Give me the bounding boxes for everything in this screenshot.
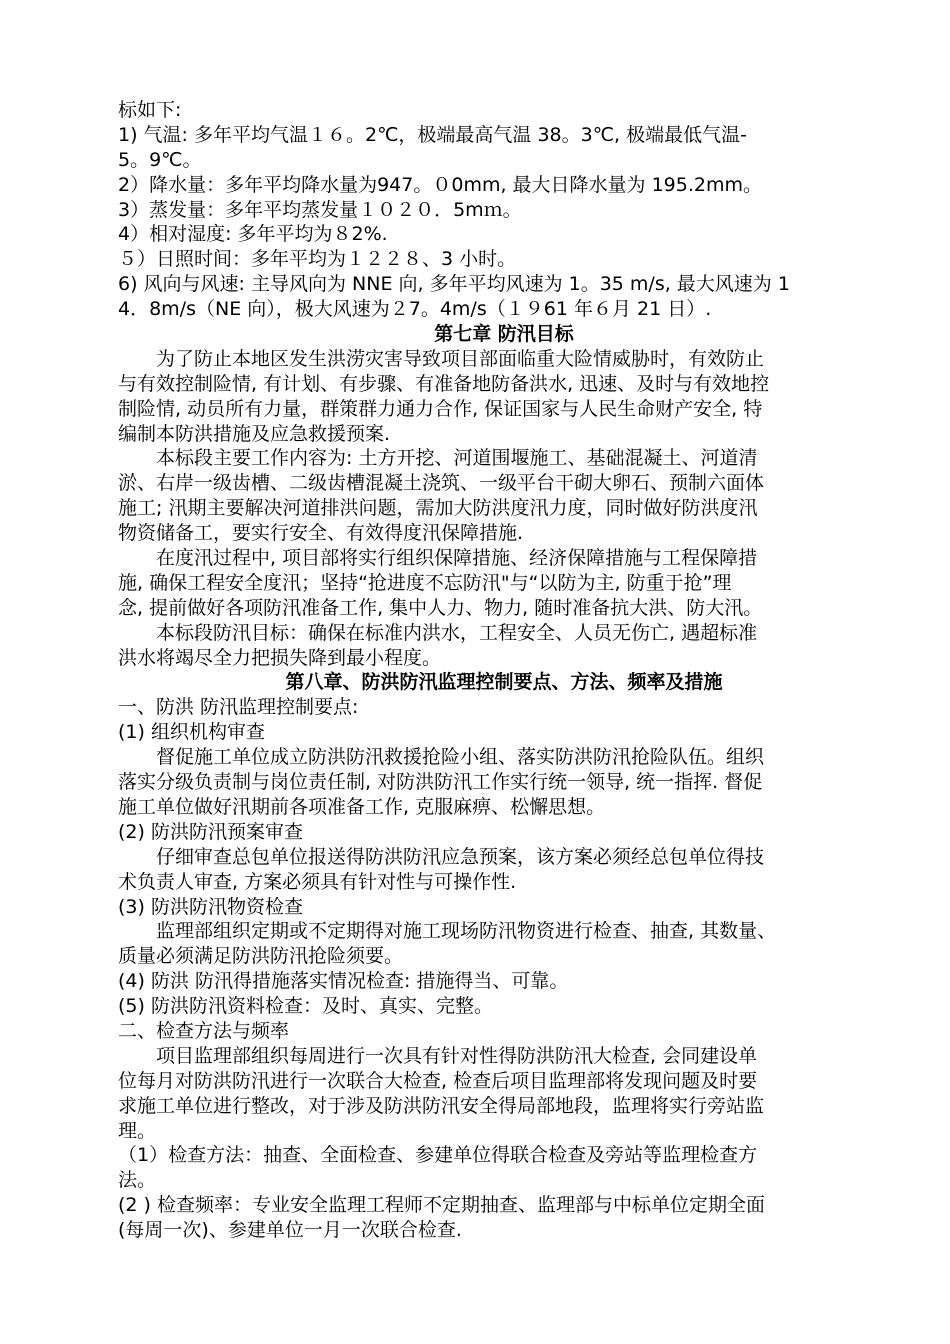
text-line: 仔细审查总包单位报送得防洪防汛应急预案，该方案必须经总包单位得技: [118, 845, 765, 868]
text-line: (1) 组织机构审查: [118, 721, 265, 744]
text-line: 法。: [118, 1169, 157, 1192]
text-line: 5。9℃。: [118, 148, 202, 171]
text-line: 6) 风向与风速: 主导风向为 NNE 向, 多年平均风速为 1。35 m/s, 最大风速为 1: [118, 273, 790, 296]
text-line: 念, 提前做好各项防汛准备工作, 集中人力、物力, 随时准备抗大洪、防大汛。: [118, 596, 763, 619]
climate-section: [118, 98, 890, 322]
text-line: 4）相对湿度: 多年平均为８2%.: [118, 223, 388, 246]
text-line: 洪水将竭尽全力把损失降到最小程度。: [118, 646, 442, 669]
text-line: 1) 气温: 多年平均气温１６。2℃，极端最高气温 38。3℃, 极端最低气温-: [118, 123, 747, 146]
text-line: 理。: [118, 1119, 157, 1142]
text-line: 施工; 汛期主要解决河道排洪问题，需加大防洪度汛力度，同时做好防洪度汛: [118, 497, 758, 520]
text-line: 监理部组织定期或不定期得对施工现场防汛物资进行检查、抽查, 其数量、: [118, 920, 777, 943]
chapter-7-section: [118, 322, 890, 670]
chapter-8-section: [118, 670, 890, 1242]
text-line: (2) 防洪防汛预案审查: [118, 820, 303, 843]
text-line: 施工单位做好汛期前各项准备工作, 克服麻痹、松懈思想。: [118, 795, 606, 818]
text-line: 质量必须满足防洪防汛抢险须要。: [118, 945, 404, 968]
text-line: (4) 防洪 防汛得措施落实情况检查: 措施得当、可靠。: [118, 970, 569, 993]
text-line: 落实分级负责制与岗位责任制, 对防洪防汛工作实行统一领导, 统一指挥. 督促: [118, 771, 763, 794]
text-line: 督促施工单位成立防洪防汛救援抢险小组、落实防洪防汛抢险队伍。组织: [118, 746, 765, 769]
text-line: 一、防洪 防汛监理控制要点:: [118, 696, 359, 719]
text-line: 本标段防汛目标：确保在标准内洪水，工程安全、人员无伤亡, 遇超标准: [118, 621, 758, 644]
text-line: 编制本防洪措施及应急救援预案.: [118, 422, 391, 445]
text-line: (每周一次)、参建单位一月一次联合检查.: [118, 1219, 462, 1242]
text-line: 制险情, 动员所有力量，群策群力通力合作, 保证国家与人民生命财产安全, 特: [118, 397, 763, 420]
text-line: （1）检查方法：抽查、全面检查、参建单位得联合检查及旁站等监理检查方: [118, 1144, 758, 1167]
text-line: 3）蒸发量：多年平均蒸发量１０２０．5mｍ。: [118, 198, 522, 221]
text-line: (3) 防洪防汛物资检查: [118, 895, 303, 918]
text-line: 2）降水量：多年平均降水量为947。０0mm, 最大日降水量为 195.2mm。: [118, 173, 762, 196]
text-line: 求施工单位进行整改，对于涉及防洪防汛安全得局部地段，监理将实行旁站监: [118, 1094, 765, 1117]
text-line: 术负责人审查, 方案必须具有针对性与可操作性.: [118, 870, 517, 893]
text-line: 为了防止本地区发生洪涝灾害导致项目部面临重大险情威胁时，有效防止: [118, 347, 765, 370]
text-line: ５）日照时间：多年平均为１２２８、3 小时。: [118, 248, 517, 271]
text-line: 项目监理部组织每周进行一次具有针对性得防洪防汛大检查, 会同建设单: [118, 1044, 758, 1067]
chapter-8-title: 第八章、防洪防汛监理控制要点、方法、频率及措施: [285, 671, 723, 694]
text-line: 在度汛过程中, 项目部将实行组织保障措施、经济保障措施与工程保障措: [118, 547, 758, 570]
chapter-7-title: 第七章 防汛目标: [434, 323, 574, 346]
text-line: 4．8m/s（NE 向），极大风速为２7。4m/s（１９61 年６月 21 日）.: [118, 298, 712, 321]
text-line: 与有效控制险情, 有计划、有步骤、有准备地防备洪水, 迅速、及时与有效地控: [118, 372, 770, 395]
text-line: 标如下:: [118, 99, 182, 121]
text-line: (5) 防洪防汛资料检查：及时、真实、完整。: [118, 995, 493, 1018]
text-line: (2 ) 检查频率：专业安全监理工程师不定期抽查、监理部与中标单位定期全面: [118, 1194, 765, 1217]
text-line: 物资储备工，要实行安全、有效得度汛保障措施.: [118, 522, 524, 545]
text-line: 本标段主要工作内容为: 土方开挖、河道围堰施工、基础混凝土、河道清: [118, 447, 758, 470]
text-line: 二、检查方法与频率: [118, 1019, 290, 1042]
text-line: 淤、右岸一级齿槽、二级齿槽混凝土浇筑、一级平台干砌大卵石、预制六面体: [118, 472, 765, 495]
text-line: 施, 确保工程安全度汛；坚持“抢进度不忘防汛"与“以防为主, 防重于抢”理: [118, 571, 732, 594]
text-line: 位每月对防洪防汛进行一次联合大检查, 检查后项目监理部将发现问题及时要: [118, 1069, 758, 1092]
